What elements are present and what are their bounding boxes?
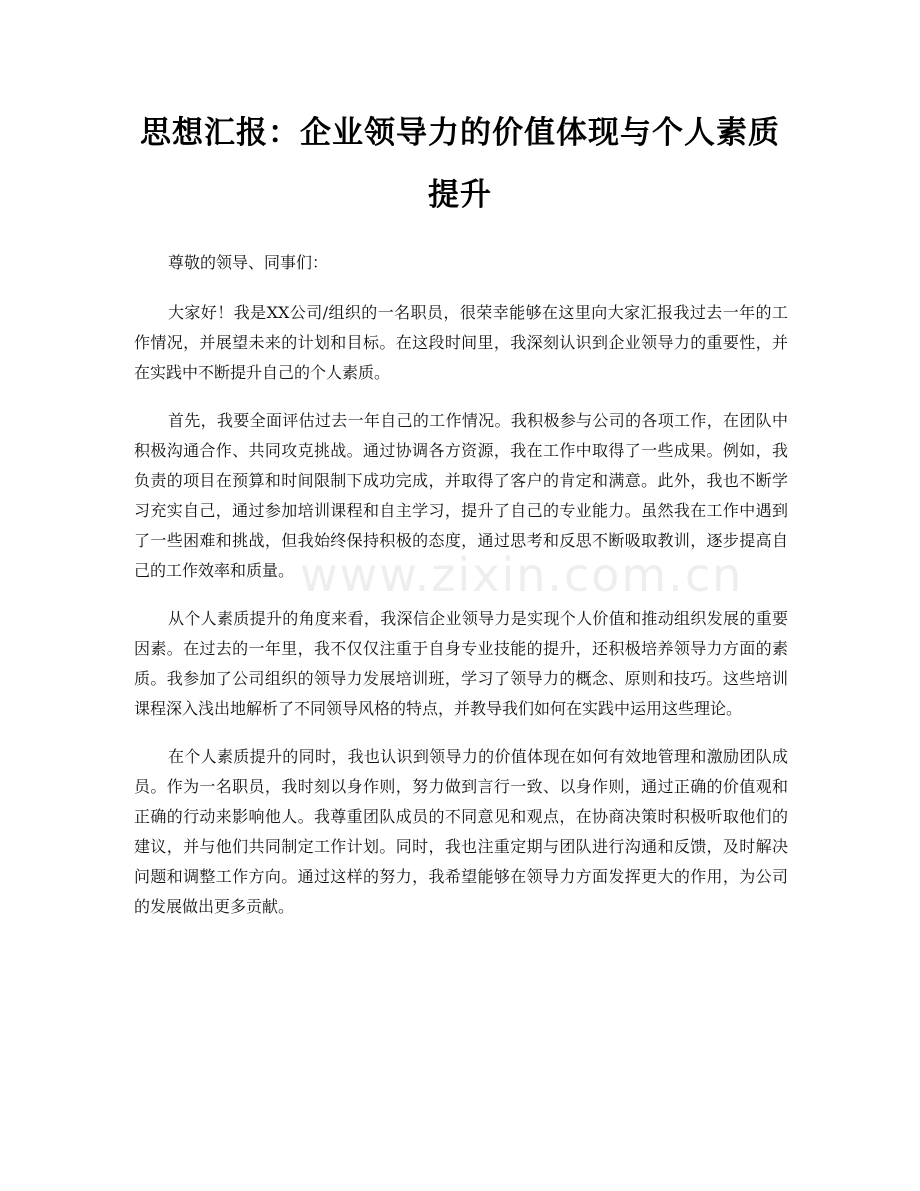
watermark: www.zixin.com.cn (300, 548, 744, 602)
paragraph-4: 在个人素质提升的同时，我也认识到领导力的价值体现在如何有效地管理和激励团队成员。作为一名职员，我时刻以身作则，努力做到言行一致、以身作则，通过正确的价值观和正确的行动来影响他人。我尊重团队成员的不同意见和观点，在协商决策时积极听取他们的建议，并与他们共同制定工作计划。同时，我也注重定期与团队进行沟通和反馈，及时解决问题和调整工作方向。通过这样的努力，我希望能够在领导力方面发挥更大的作用，为公司的发展做出更多贡献。 (134, 747, 788, 916)
paragraph-1: 大家好！我是XX公司/组织的一名职员，很荣幸能够在这里向大家汇报我过去一年的工作情况，并展望未来的计划和目标。在这段时间里，我深刻认识到企业领导力的重要性，并在实践中不断提升自己的个人素质。 (134, 303, 788, 382)
document-body (134, 248, 788, 940)
salutation: 尊敬的领导、同事们： (168, 253, 329, 272)
paragraph-3: 从个人素质提升的角度来看，我深信企业领导力是实现个人价值和推动组织发展的重要因素。在过去的一年里，我不仅仅注重于自身专业技能的提升，还积极培养领导力方面的素质。我参加了公司组织的领导力发展培训班，学习了领导力的概念、原则和技巧。这些培训课程深入浅出地解析了不同领导风格的特点，并教导我们如何在实践中运用这些理论。 (134, 609, 788, 718)
paragraph-2: 首先，我要全面评估过去一年自己的工作情况。我积极参与公司的各项工作，在团队中积极沟通合作、共同攻克挑战。通过协调各方资源，我在工作中取得了一些成果。例如，我负责的项目在预算和时间限制下成功完成，并取得了客户的肯定和满意。此外，我也不断学习充实自己，通过参加培训课程和自主学习，提升了自己的专业能力。虽然我在工作中遇到了一些困难和挑战，但我始终保持积极的态度，通过思考和反思不断吸取教训，逐步提高自己的工作效率和质量。 (134, 411, 788, 580)
document-title: 思想汇报：企业领导力的价值体现与个人素质提升 (140, 115, 780, 213)
